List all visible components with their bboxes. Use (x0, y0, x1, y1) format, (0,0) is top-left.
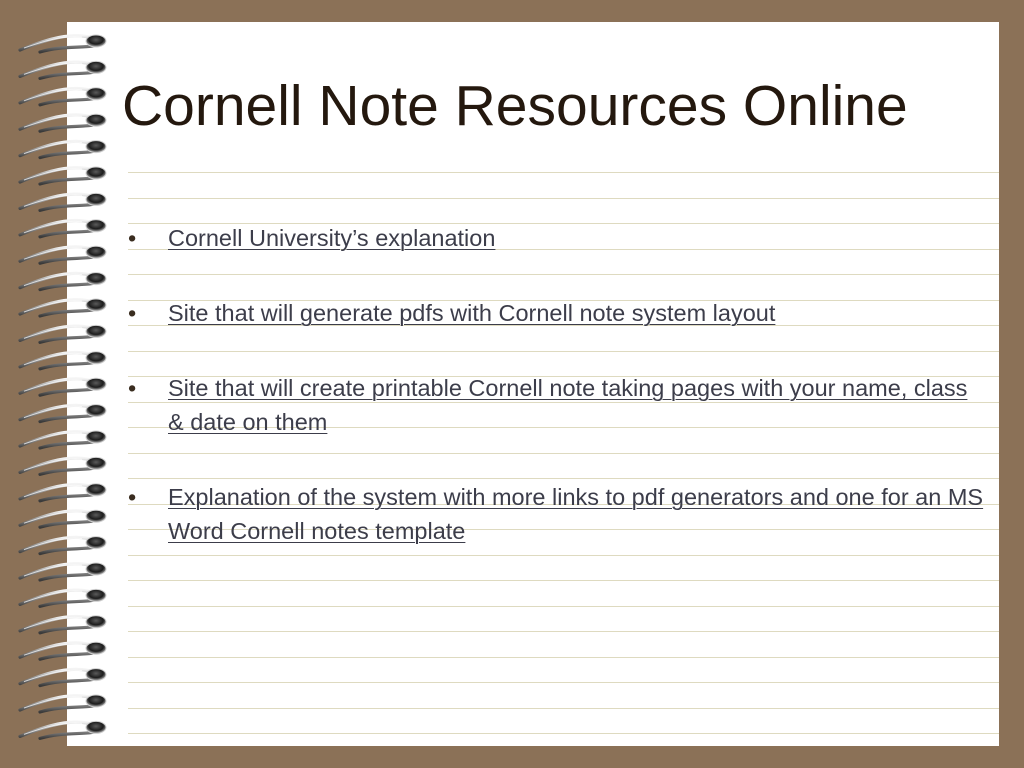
printable-pages-link[interactable]: Site that will create printable Cornell note taking pages with your name, class & date on them (168, 375, 968, 435)
notebook-page (67, 22, 999, 746)
spiral-coil-icon (20, 325, 106, 342)
list-item (127, 480, 987, 548)
spiral-coil-icon (20, 378, 106, 395)
spiral-coil-icon (20, 484, 106, 501)
spiral-coil-icon (20, 616, 106, 633)
cornell-explanation-link[interactable]: Cornell University’s explanation (168, 225, 496, 251)
list-item (127, 221, 987, 255)
spiral-coil-icon (20, 669, 106, 686)
ruled-line (128, 198, 999, 199)
spiral-coil-icon (20, 114, 106, 131)
spiral-coil-icon (20, 721, 106, 738)
spiral-coil-icon (20, 167, 106, 184)
spiral-binding (0, 0, 130, 768)
list-item (127, 371, 987, 439)
pdf-generator-link[interactable]: Site that will generate pdfs with Cornell note system layout (168, 300, 776, 326)
ruled-line (128, 172, 999, 173)
ruled-line (128, 657, 999, 658)
ruled-line (128, 631, 999, 632)
bullet-icon: • (128, 225, 137, 251)
resource-link-list (127, 221, 987, 589)
spiral-coil-icon (20, 405, 106, 422)
spiral-coil-icon (20, 220, 106, 237)
spiral-coil-icon (20, 141, 106, 158)
bullet-icon: • (128, 375, 137, 401)
ruled-line (128, 682, 999, 683)
spiral-coil-icon (20, 695, 106, 712)
ruled-line (128, 606, 999, 607)
ruled-line (128, 733, 999, 734)
spiral-coil-icon (20, 35, 106, 52)
spiral-coil-icon (20, 457, 106, 474)
bullet-icon: • (128, 484, 137, 510)
spiral-coil-icon (20, 563, 106, 580)
system-explanation-link[interactable]: Explanation of the system with more links to pdf generators and one for an MS Word Cornell notes template (168, 484, 984, 544)
spiral-coil-icon (20, 642, 106, 659)
spiral-coil-icon (20, 273, 106, 290)
spiral-coil-icon (20, 193, 106, 210)
spiral-coil-icon (20, 299, 106, 316)
spiral-coil-icon (20, 88, 106, 105)
spiral-coil-icon (20, 589, 106, 606)
list-item (127, 296, 987, 330)
spiral-coil-icon (20, 246, 106, 263)
page-title: Cornell Note Resources Online (122, 74, 908, 138)
spiral-coil-icon (20, 510, 106, 527)
spiral-coil-icon (20, 61, 106, 78)
ruled-line (128, 708, 999, 709)
spiral-coil-icon (20, 537, 106, 554)
spiral-coil-icon (20, 352, 106, 369)
spiral-coil-icon (20, 431, 106, 448)
bullet-icon: • (128, 300, 137, 326)
